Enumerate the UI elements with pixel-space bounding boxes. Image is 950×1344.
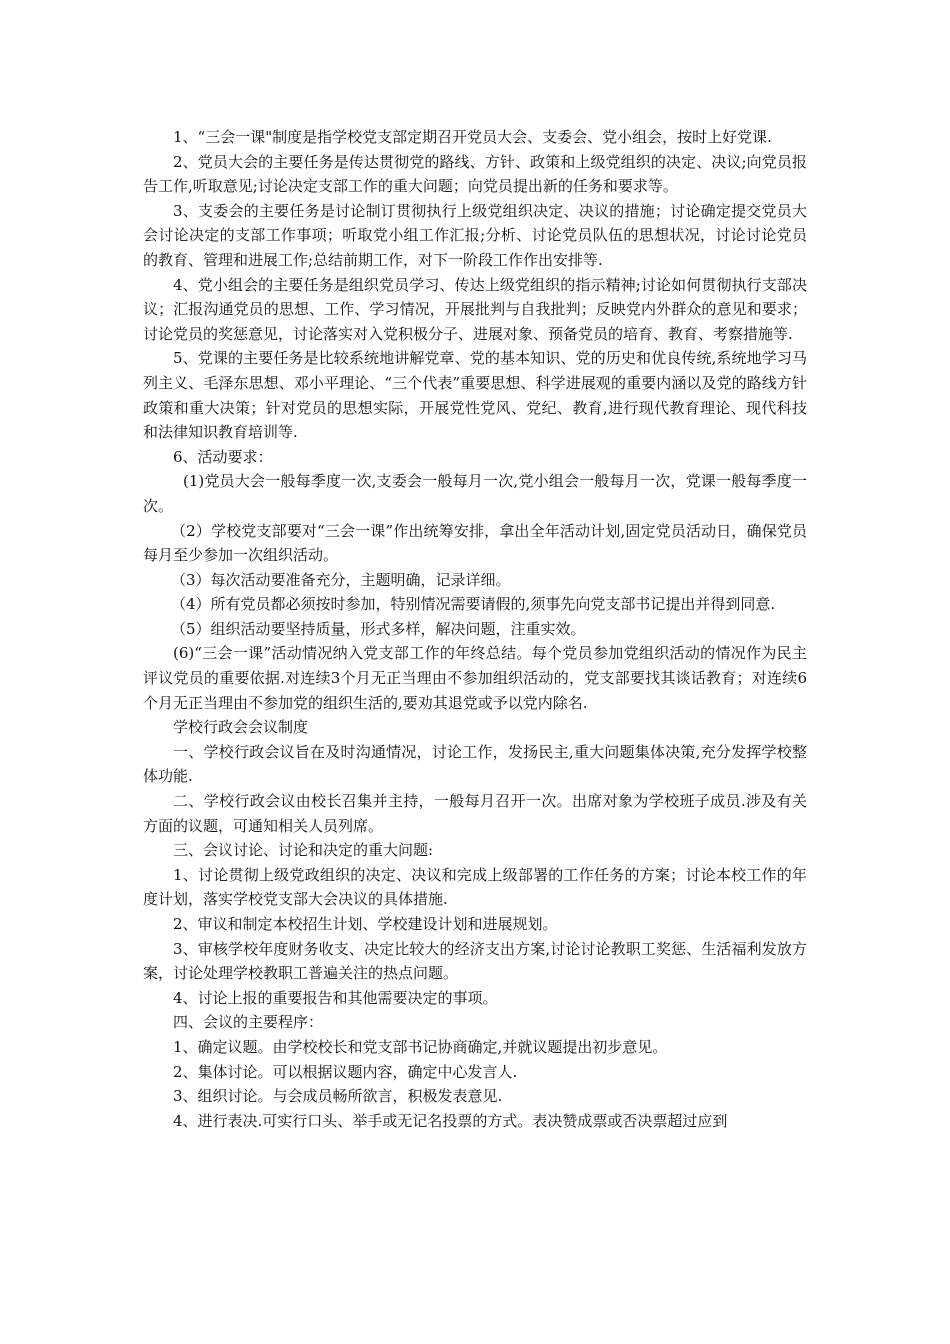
paragraph-party-congress: 2、党员大会的主要任务是传达贯彻党的路线、方针、政策和上级党组织的决定、决议;向党员报告工作,听取意见;讨论决定支部工作的重大问题；向党员提出新的任务和要求等。 <box>143 152 807 196</box>
paragraph-procedure-heading: 四、会议的主要程序： <box>173 1013 324 1032</box>
paragraph-party-group: 4、党小组会的主要任务是组织党员学习、传达上级党组织的指示精神;讨论如何贯彻执行支部决议；汇报沟通党员的思想、工作、学习情况，开展批判与自我批判；反映党内外群众的意见和要求；讨论党员的奖惩意见，讨论落实对入党积极分子、进展对象、预备党员的培育、教育、考察措施等. <box>143 275 807 343</box>
paragraph-requirement-5: （5）组织活动要坚持质量，形式多样，解决问题，注重实效。 <box>171 619 586 638</box>
paragraph-procedure-2: 2、集体讨论。可以根据议题内容，确定中心发言人. <box>173 1062 518 1081</box>
paragraph-requirement-1: (1)党员大会一般每季度一次,支委会一般每月一次,党小组会一般每月一次，党课一般每季度一次。 <box>143 472 807 515</box>
paragraph-procedure-4: 4、进行表决.可实行口头、举手或无记名投票的方式。表决赞成票或否决票超过应到 <box>173 1111 728 1130</box>
document-body <box>143 125 807 1133</box>
paragraph-admin-purpose: 一、学校行政会议旨在及时沟通情况，讨论工作，发扬民主,重大问题集体决策,充分发挥学校整体功能. <box>143 742 807 786</box>
paragraph-admin-convening: 二、学校行政会议由校长召集并主持，一般每月召开一次。出席对象为学校班子成员.涉及有关方面的议题，可通知相关人员列席。 <box>143 792 807 835</box>
paragraph-admin-issue-3: 3、审核学校年度财务收支、决定比较大的经济支出方案,讨论讨论教职工奖惩、生活福利发放方案，讨论处理学校教职工普遍关注的热点问题。 <box>143 939 807 983</box>
paragraph-admin-issue-2: 2、审议和制定本校招生计划、学校建设计划和进展规划。 <box>173 915 558 933</box>
paragraph-procedure-1: 1、确定议题。由学校校长和党支部书记协商确定,并就议题提出初步意见。 <box>173 1037 668 1056</box>
paragraph-admin-issue-1: 1、讨论贯彻上级党政组织的决定、决议和完成上级部署的工作任务的方案；讨论本校工作的年度计划，落实学校党支部大会决议的具体措施. <box>143 865 807 909</box>
paragraph-admin-issue-4: 4、讨论上报的重要报告和其他需要决定的事项。 <box>173 988 498 1007</box>
paragraph-requirement-3: （3）每次活动要准备充分，主题明确，记录详细。 <box>171 570 511 589</box>
paragraph-sanhui-definition: 1、“三会一课"制度是指学校党支部定期召开党员大会、支委会、党小组会，按时上好党课. <box>173 128 772 146</box>
paragraph-requirement-2: （2）学校党支部要对“三会一课”作出统筹安排，拿出全年活动计划,固定党员活动日，确保党员每月至少参加一次组织活动。 <box>143 521 807 565</box>
paragraph-requirement-4: （4）所有党员都必须按时参加，特别情况需要请假的,须事先向党支部书记提出并得到同意. <box>171 595 776 614</box>
paragraph-admin-issues-heading: 三、会议讨论、讨论和决定的重大问题: <box>173 841 434 860</box>
paragraph-requirement-6: (6)“三会一课”活动情况纳入党支部工作的年终总结。每个党员参加党组织活动的情况作为民主评议党员的重要依据.对连续3个月无正当理由不参加组织活动的，党支部要找其谈话教育；对连续6个月无正当理由不参加党的组织生活的,要劝其退党或予以党内除名. <box>143 644 807 712</box>
paragraph-procedure-3: 3、组织讨论。与会成员畅所欲言，积极发表意见. <box>173 1087 503 1106</box>
paragraph-activity-requirements: 6、活动要求： <box>173 447 273 466</box>
paragraph-branch-committee: 3、支委会的主要任务是讨论制订贯彻执行上级党组织决定、决议的措施；讨论确定提交党员大会讨论决定的支部工作事项；听取党小组工作汇报;分析、讨论党员队伍的思想状况，讨论讨论党员的教育、管理和进展工作;总结前期工作，对下一阶段工作作出安排等. <box>143 201 807 269</box>
paragraph-party-lecture: 5、党课的主要任务是比较系统地讲解党章、党的基本知识、党的历史和优良传统,系统地学习马列主义、毛泽东思想、邓小平理论、“三个代表”重要思想、科学进展观的重要内涵以及党的路线方针政策和重大决策；针对党员的思想实际，开展党性党风、党纪、教育,进行现代教育理论、现代科技和法律知识教育培训等. <box>143 349 807 442</box>
section-title-admin-meeting: 学校行政会会议制度 <box>173 718 309 737</box>
